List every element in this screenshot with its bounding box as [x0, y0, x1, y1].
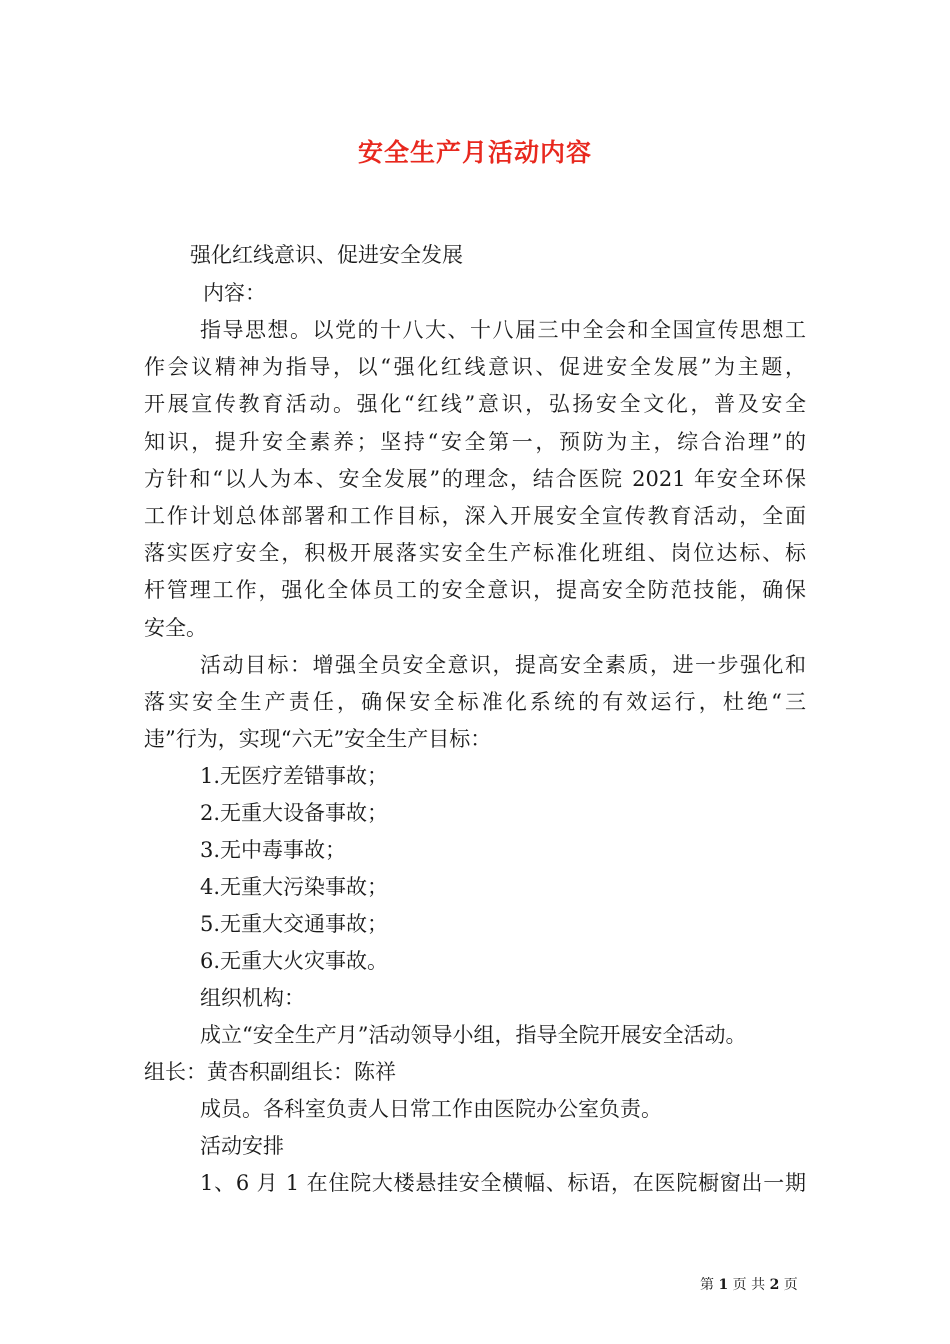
page-footer — [700, 1277, 798, 1293]
paragraph-line: 知识，提升安全素养；坚持“安全第一，预防为主，综合治理”的 — [144, 430, 806, 454]
footer-suffix: 页 — [783, 1277, 798, 1293]
org-label: 组织机构： — [200, 986, 305, 1010]
list-item: 5.无重大交通事故； — [200, 912, 389, 936]
footer-middle: 页 共 — [732, 1277, 766, 1293]
schedule-label: 活动安排 — [200, 1134, 284, 1158]
leader-text: 组长：黄杏积副组长：陈祥 — [144, 1060, 396, 1084]
paragraph-line: 违”行为，实现“六无”安全生产目标： — [144, 727, 492, 751]
document-title: 安全生产月活动内容 — [357, 138, 592, 167]
footer-page-number: 1 — [718, 1277, 729, 1293]
paragraph-line: 开展宣传教育活动。强化“红线”意识，弘扬安全文化，普及安全 — [144, 392, 806, 416]
org-text: 成立“安全生产月”活动领导小组，指导全院开展安全活动。 — [200, 1023, 747, 1047]
list-item: 1.无医疗差错事故； — [200, 764, 389, 788]
list-item: 2.无重大设备事故； — [200, 801, 389, 825]
members-text: 成员。各科室负责人日常工作由医院办公室负责。 — [200, 1097, 662, 1121]
paragraph-line: 安全。 — [144, 616, 207, 640]
paragraph-line: 活动目标：增强全员安全意识，提高安全素质，进一步强化和 — [200, 653, 806, 677]
list-item: 6.无重大火灾事故。 — [200, 949, 389, 973]
list-item: 4.无重大污染事故； — [200, 875, 389, 899]
paragraph-line: 杆管理工作，强化全体员工的安全意识，提高安全防范技能，确保 — [144, 578, 806, 602]
paragraph-line: 工作计划总体部署和工作目标，深入开展安全宣传教育活动，全面 — [144, 504, 806, 528]
paragraph-line: 落实医疗安全，积极开展落实安全生产标准化班组、岗位达标、标 — [144, 541, 806, 565]
paragraph-line: 落实安全生产责任，确保安全标准化系统的有效运行，杜绝“三 — [144, 690, 806, 714]
content-label: 内容： — [203, 281, 266, 305]
paragraph-line: 方针和“以人为本、安全发展”的理念，结合医院 2021 年安全环保 — [144, 467, 806, 491]
subtitle: 强化红线意识、促进安全发展 — [190, 243, 463, 267]
paragraph-line: 指导思想。以党的十八大、十八届三中全会和全国宣传思想工 — [200, 318, 806, 342]
schedule-line: 1、6 月 1 在住院大楼悬挂安全横幅、标语，在医院橱窗出一期 — [200, 1171, 806, 1195]
list-item: 3.无中毒事故； — [200, 838, 347, 862]
footer-prefix: 第 — [700, 1277, 714, 1293]
paragraph-line: 作会议精神为指导，以“强化红线意识、促进安全发展”为主题， — [144, 355, 806, 379]
footer-total-pages: 2 — [769, 1277, 780, 1293]
